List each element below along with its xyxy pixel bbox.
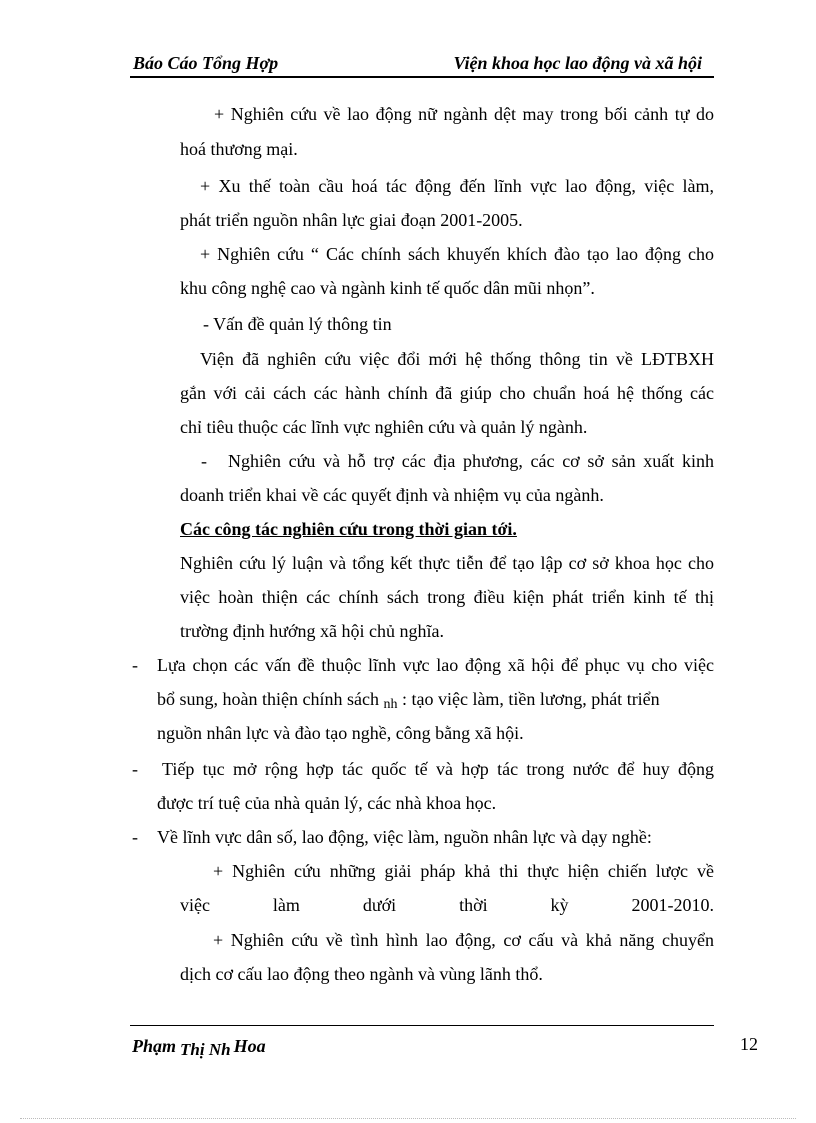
paragraph-line: phát triển nguồn nhân lực giai đoạn 2001-2005.: [180, 210, 523, 230]
paragraph-line: Nghiên cứu lý luận và tổng kết thực tiễn để tạo lập cơ sở khoa học cho: [180, 553, 714, 573]
paragraph-line: + Nghiên cứu về lao động nữ ngành dệt may trong bối cảnh tự do: [214, 104, 714, 124]
paragraph-line: + Xu thế toàn cầu hoá tác động đến lĩnh vực lao động, việc làm,: [200, 176, 714, 196]
paragraph-line: Về lĩnh vực dân số, lao động, việc làm, nguồn nhân lực và dạy nghề:: [157, 827, 652, 847]
bullet-dash: -: [132, 655, 138, 675]
spread-word: làm: [272, 895, 300, 915]
page-header: [130, 52, 714, 78]
spread-word: việc: [180, 895, 210, 915]
paragraph-line-spread: [180, 894, 714, 916]
spread-word: thời: [459, 895, 488, 915]
section-subheading: - Vấn đề quản lý thông tin: [203, 314, 392, 334]
text-run: bổ sung, hoàn thiện chính sách: [157, 689, 379, 709]
page-number: 12: [740, 1034, 758, 1054]
author-middle: Thị Nh: [180, 1040, 231, 1059]
text-run: : tạo việc làm, tiền lương, phát triển: [397, 689, 660, 709]
paragraph-line: hoá thương mại.: [180, 139, 298, 159]
paragraph-line: + Nghiên cứu về tình hình lao động, cơ cấu và khả năng chuyển: [213, 930, 714, 950]
paragraph-line: [157, 688, 714, 713]
footer-author: [132, 1036, 266, 1057]
header-institute-name: Viện khoa học lao động và xã hội: [453, 53, 702, 73]
paragraph-line: + Nghiên cứu những giải pháp khả thi thực hiện chiến lược về: [213, 861, 714, 881]
paragraph-line: trường định hướng xã hội chủ nghĩa.: [180, 621, 445, 641]
spread-word: kỳ: [550, 895, 569, 915]
paragraph-line: Tiếp tục mở rộng hợp tác quốc tế và hợp tác trong nước để huy động: [162, 759, 714, 779]
paragraph-line: dịch cơ cấu lao động theo ngành và vùng lãnh thổ.: [180, 964, 543, 984]
bullet-dash: -: [132, 759, 138, 779]
paragraph-line: + Nghiên cứu “ Các chính sách khuyến khích đào tạo lao động cho: [200, 244, 714, 264]
page-edge-dots: [20, 1118, 796, 1119]
paragraph-line: gắn với cải cách các hành chính đã giúp cho chuẩn hoá hệ thống các: [180, 383, 714, 403]
author-first: Phạm: [132, 1036, 177, 1056]
paragraph-line: Nghiên cứu và hỗ trợ các địa phương, các cơ sở sản xuất kinh: [228, 451, 714, 471]
paragraph-line: chỉ tiêu thuộc các lĩnh vực nghiên cứu và quản lý ngành.: [180, 417, 588, 437]
header-report-title: Báo Cáo Tổng Hợp: [133, 53, 279, 73]
section-heading: Các công tác nghiên cứu trong thời gian tới.: [180, 519, 517, 539]
paragraph-line: khu công nghệ cao và ngành kinh tế quốc dân mũi nhọn”.: [180, 278, 595, 298]
footer-divider: [130, 1025, 714, 1026]
bullet-dash: -: [132, 827, 138, 847]
text-run-small: nh: [383, 697, 398, 712]
spread-word: dưới: [362, 895, 397, 915]
bullet-dash: -: [201, 451, 207, 471]
spread-word: 2001-2010.: [631, 895, 714, 915]
paragraph-line: Viện đã nghiên cứu việc đổi mới hệ thống thông tin về LĐTBXH: [200, 349, 714, 369]
paragraph-line: nguồn nhân lực và đào tạo nghề, công bằng xã hội.: [157, 723, 524, 743]
paragraph-line: Lựa chọn các vấn đề thuộc lĩnh vực lao động xã hội để phục vụ cho việc: [157, 655, 714, 675]
author-last: Hoa: [233, 1036, 266, 1056]
paragraph-line: việc hoàn thiện các chính sách trong điều kiện phát triển kinh tế thị: [180, 587, 714, 607]
paragraph-line: được trí tuệ của nhà quản lý, các nhà khoa học.: [157, 793, 497, 813]
paragraph-line: doanh triển khai về các quyết định và nhiệm vụ của ngành.: [180, 485, 604, 505]
